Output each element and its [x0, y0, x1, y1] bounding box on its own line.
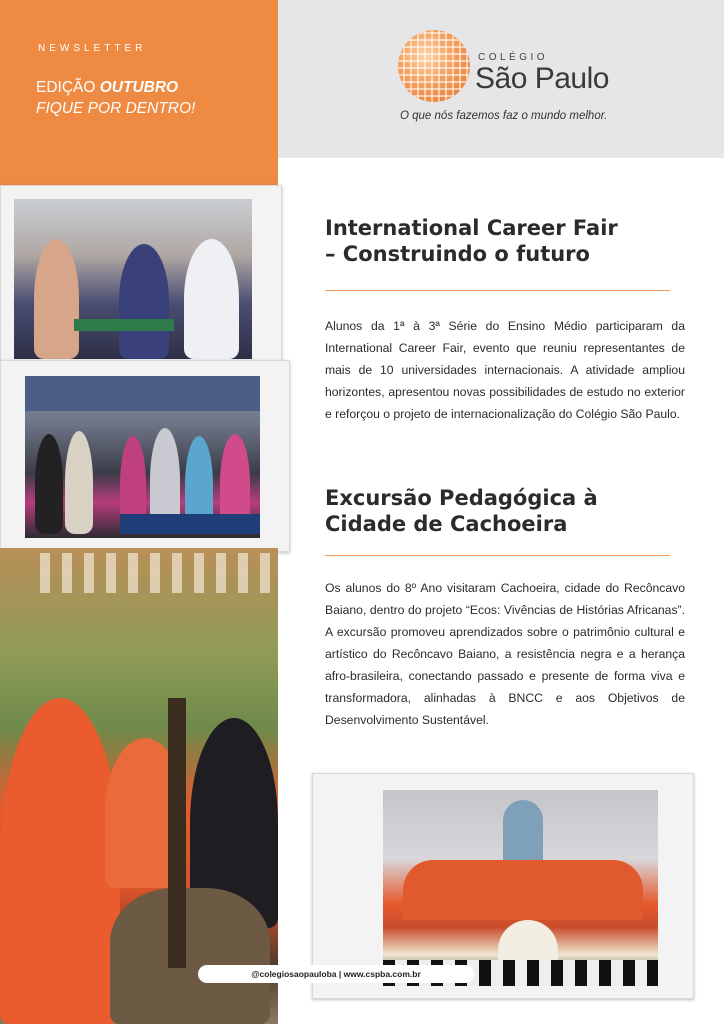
- edition-prefix: EDIÇÃO: [36, 79, 100, 96]
- article-1-divider: [325, 290, 670, 291]
- article-1-title: [325, 215, 685, 267]
- article-1-title-line2: – Construindo o futuro: [325, 242, 590, 266]
- article-2-body: Os alunos do 8º Ano visitaram Cachoeira, cidade do Recôncavo Baiano, dentro do projeto “Ecos: Vivências de Histórias Africanas”. A excursão promoveu aprendizados sobre o patrimônio cultural e artístico do Recôncavo Baiano, a resistência negra e a herança afro-brasileira, conectando passado e presente de forma viva e transformadora, alinhadas à BNCC e aos Objetivos de Desenvolvimento Sustentável.: [325, 581, 685, 727]
- logo-small-text: COLÉGIO: [478, 52, 549, 63]
- school-logo-icon: [398, 30, 470, 102]
- article-2-title-line1: Excursão Pedagógica à: [325, 486, 598, 510]
- article-2-divider: [325, 555, 670, 556]
- logo-school-name: São Paulo: [475, 62, 609, 95]
- career-fair-photo-2: [25, 376, 260, 538]
- cachoeira-group-photo: [383, 790, 658, 986]
- article-2-title: [325, 485, 685, 537]
- edition-month: OUTUBRO: [99, 79, 179, 96]
- article-1-body: Alunos da 1ª à 3ª Série do Ensino Médio participaram da International Career Fair, evento que reuniu representantes de mais de 10 universidades internacionais. A atividade ampliou horizontes, apresentou novas possibilidades de estudo no exterior e reforçou o projeto de internacionalização do Colégio São Paulo.: [325, 319, 685, 421]
- career-fair-photo-1: [14, 199, 252, 359]
- edition-subtitle: FIQUE POR DENTRO!: [36, 100, 196, 117]
- article-1-title-line1: International Career Fair: [325, 216, 618, 240]
- article-2-title-line2: Cidade de Cachoeira: [325, 512, 568, 536]
- school-tagline: O que nós fazemos faz o mundo melhor.: [400, 110, 608, 122]
- social-links: @colegiosaopauloba | www.cspba.com.br: [198, 965, 474, 983]
- newsletter-kicker: NEWSLETTER: [38, 43, 147, 54]
- edition-heading: [36, 77, 195, 119]
- cachoeira-activity-photo: [0, 548, 278, 1024]
